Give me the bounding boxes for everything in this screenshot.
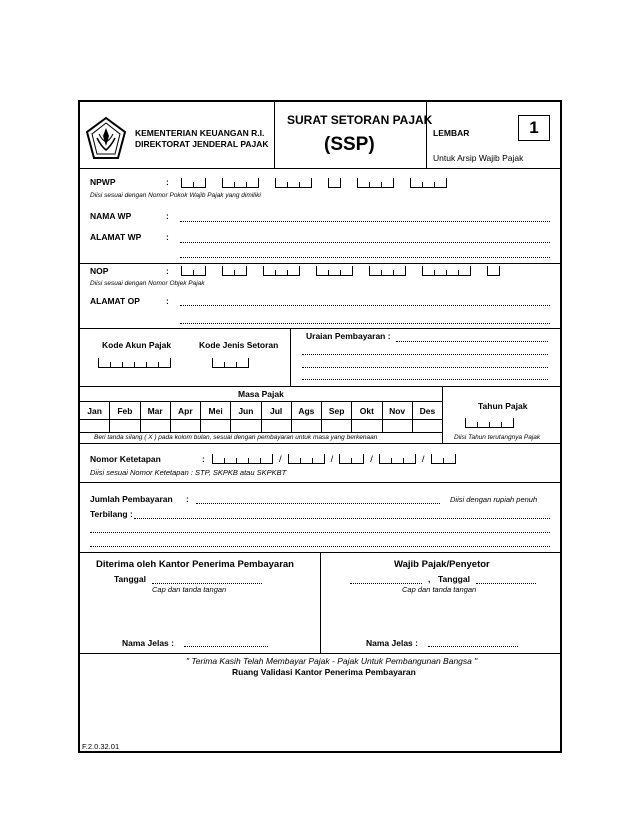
nomor-ketetapan-label: Nomor Ketetapan xyxy=(90,454,161,464)
jumlah-note: Diisi dengan rupiah penuh xyxy=(450,495,538,504)
form-abbreviation: (SSP) xyxy=(324,134,375,155)
address-field-1[interactable] xyxy=(180,242,550,243)
uraian-field-3[interactable] xyxy=(302,367,548,368)
npwp-note: Diisi sesuai dengan Nomor Pokok Wajib Pajak yang dimiliki xyxy=(90,192,261,199)
receiver-stamp-note: Cap dan tanda tangan xyxy=(152,585,227,594)
receiver-name-label: Nama Jelas : xyxy=(122,638,174,648)
kode-akun-label: Kode Akun Pajak xyxy=(102,340,172,350)
op-address-label: ALAMAT OP xyxy=(90,296,140,306)
terbilang-field-1[interactable] xyxy=(134,518,550,519)
uraian-label: Uraian Pembayaran : xyxy=(306,331,391,341)
payer-comma: , xyxy=(428,574,431,584)
sheet-purpose: Untuk Arsip Wajib Pajak xyxy=(433,153,524,163)
receiver-title: Diterima oleh Kantor Penerima Pembayaran xyxy=(96,559,294,570)
colon: : xyxy=(166,211,169,221)
nomor-ketetapan-boxes[interactable]: / / / / xyxy=(212,454,456,464)
month-ags: Ags xyxy=(292,402,322,419)
receiver-date-label: Tanggal xyxy=(114,574,146,584)
kode-akun-boxes[interactable] xyxy=(98,358,171,368)
month-sep: Sep xyxy=(322,402,352,419)
month-mar: Mar xyxy=(141,402,171,419)
payer-name-field[interactable] xyxy=(428,646,518,647)
nop-label: NOP xyxy=(90,266,109,276)
uraian-field-4[interactable] xyxy=(302,379,548,380)
colon: : xyxy=(166,177,169,187)
masa-pajak-label: Masa Pajak xyxy=(238,389,284,399)
receiver-date-field[interactable] xyxy=(152,583,262,584)
month-mei: Mei xyxy=(201,402,231,419)
op-address-field-2[interactable] xyxy=(180,323,550,324)
thanks-message: " Terima Kasih Telah Membayar Pajak - Pajak Untuk Pembangunan Bangsa " xyxy=(186,656,478,666)
month-apr: Apr xyxy=(171,402,201,419)
ssp-form xyxy=(78,100,562,753)
name-label: NAMA WP xyxy=(90,211,132,221)
month-feb: Feb xyxy=(110,402,140,419)
jumlah-field[interactable] xyxy=(196,503,440,504)
djp-logo xyxy=(85,116,127,160)
year-note: Diisi Tahun terutangnya Pajak xyxy=(454,434,541,441)
validation-area-label: Ruang Validasi Kantor Penerima Pembayaran xyxy=(232,667,416,677)
month-okt: Okt xyxy=(352,402,382,419)
month-jun: Jun xyxy=(231,402,261,419)
ministry-name: KEMENTERIAN KEUANGAN R.I. xyxy=(135,128,265,138)
colon: : xyxy=(166,232,169,242)
month-note: Beri tanda silang ( X ) pada kolom bulan, sesuai dengan pembayaran untuk masa yang berkenaan xyxy=(94,434,378,441)
uraian-field-2[interactable] xyxy=(302,354,548,355)
address-label: ALAMAT WP xyxy=(90,232,142,242)
sheet-number-box xyxy=(518,115,550,141)
month-des: Des xyxy=(419,405,436,416)
terbilang-field-3[interactable] xyxy=(90,546,550,547)
tahun-pajak-label: Tahun Pajak xyxy=(478,401,528,411)
nop-boxes[interactable] xyxy=(181,266,500,276)
npwp-boxes[interactable] xyxy=(181,178,447,188)
form-code: F.2.0.32.01 xyxy=(82,742,120,751)
colon: : xyxy=(202,454,205,464)
kode-jenis-boxes[interactable] xyxy=(212,358,249,368)
payer-title: Wajib Pajak/Penyetor xyxy=(394,559,490,570)
payer-place-field[interactable] xyxy=(350,583,422,584)
nomor-ketetapan-note: Diisi sesuai Nomor Ketetapan : STP, SKPKB atau SKPKBT xyxy=(90,468,287,477)
colon: : xyxy=(166,296,169,306)
form-title: SURAT SETORAN PAJAK xyxy=(287,113,433,127)
directorate-name: DIREKTORAT JENDERAL PAJAK xyxy=(135,139,269,149)
terbilang-label: Terbilang : xyxy=(90,509,133,519)
kode-jenis-label: Kode Jenis Setoran xyxy=(199,340,279,350)
colon: : xyxy=(166,266,169,276)
receiver-name-field[interactable] xyxy=(184,646,268,647)
sheet-label: LEMBAR xyxy=(433,128,470,138)
month-jul: Jul xyxy=(262,402,292,419)
payer-name-label: Nama Jelas : xyxy=(366,638,418,648)
op-address-field-1[interactable] xyxy=(180,305,550,306)
tahun-pajak-boxes[interactable] xyxy=(465,418,514,428)
month-jan: Jan xyxy=(80,402,110,419)
nop-note: Diisi sesuai dengan Nomor Objek Pajak xyxy=(90,280,205,287)
payer-date-label: Tanggal xyxy=(438,574,470,584)
jumlah-label: Jumlah Pembayaran xyxy=(90,494,173,504)
address-field-2[interactable] xyxy=(180,257,550,258)
payer-stamp-note: Cap dan tanda tangan xyxy=(402,585,477,594)
month-nov: Nov xyxy=(383,402,413,419)
terbilang-field-2[interactable] xyxy=(90,532,550,533)
sheet-number: 1 xyxy=(529,118,539,137)
month-checkboxes[interactable] xyxy=(80,418,442,433)
colon: : xyxy=(186,494,189,504)
npwp-label: NPWP xyxy=(90,177,116,187)
uraian-field-1[interactable] xyxy=(396,341,548,342)
name-field[interactable] xyxy=(180,221,550,222)
payer-date-field[interactable] xyxy=(476,583,536,584)
